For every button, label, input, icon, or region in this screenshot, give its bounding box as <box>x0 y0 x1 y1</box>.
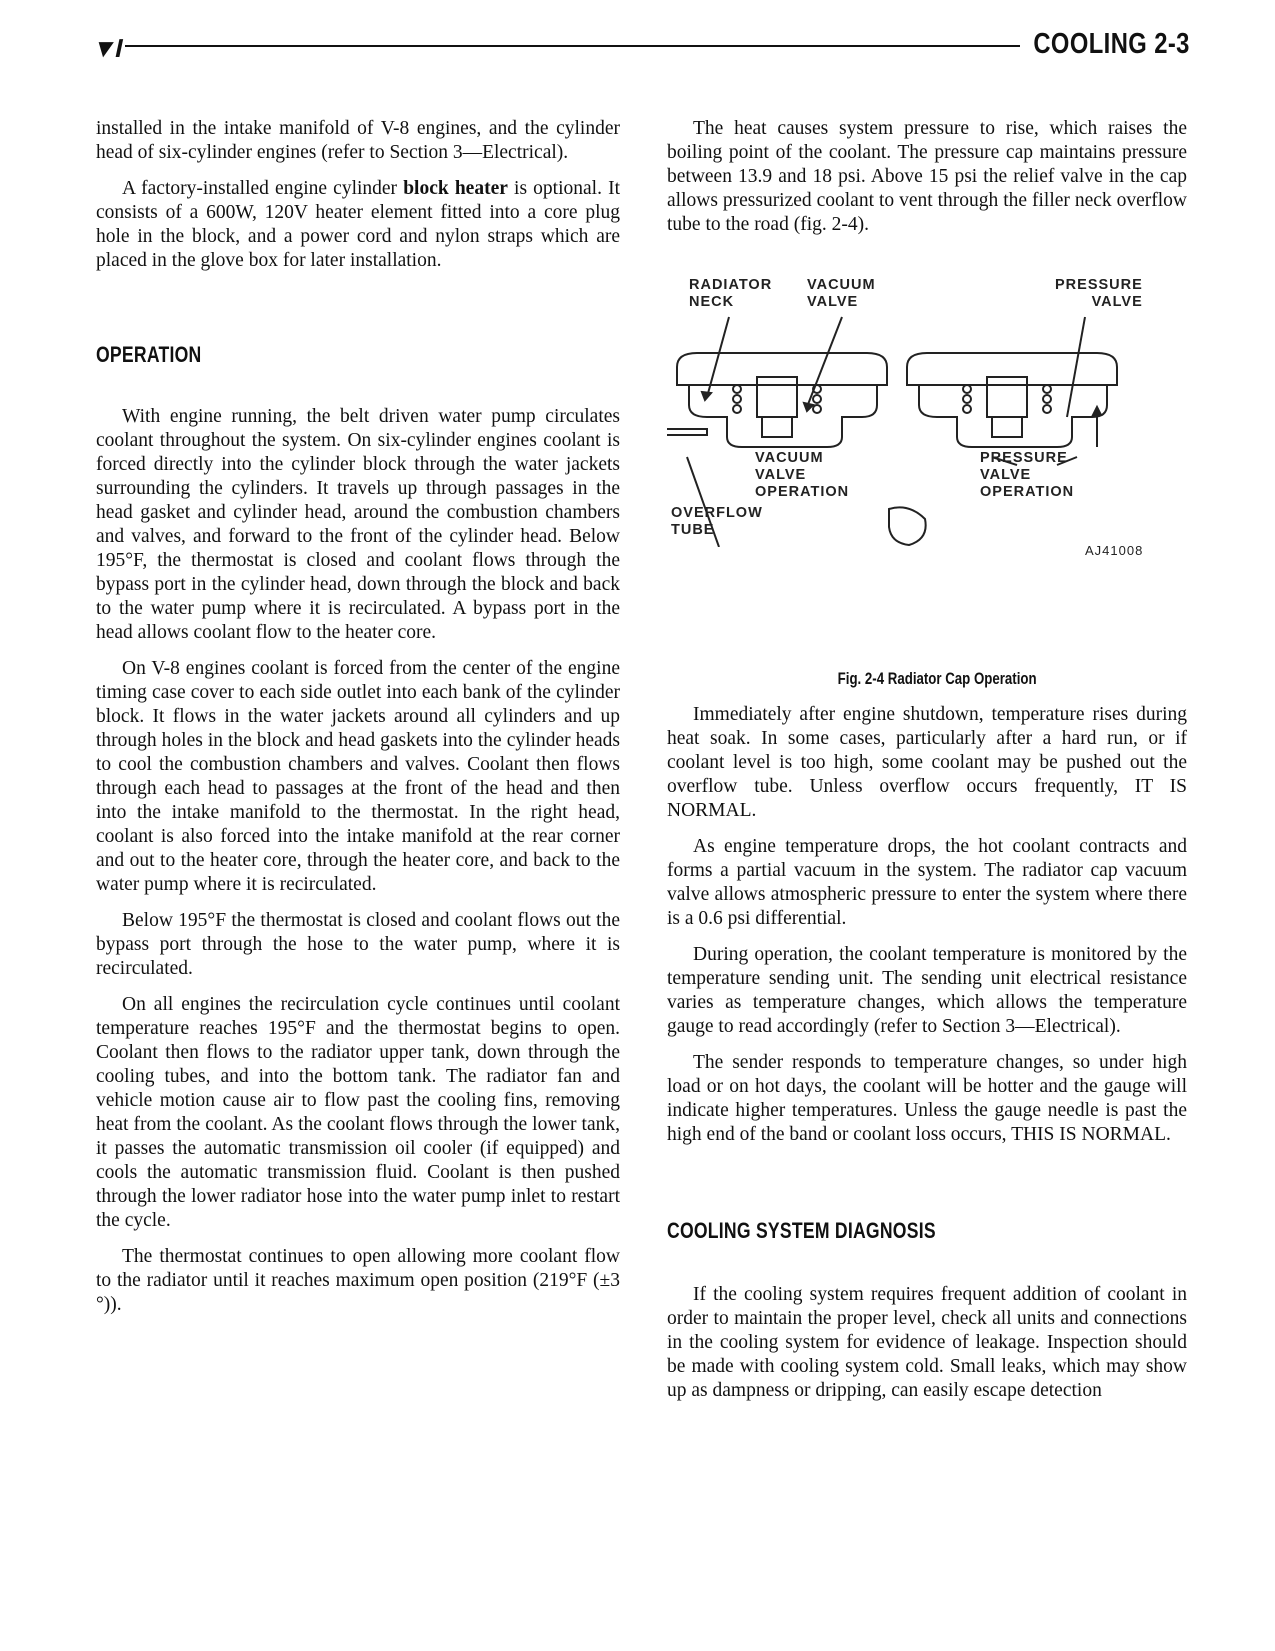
label-overflow-tube: OVERFLOW TUBE <box>671 505 763 538</box>
diagnosis-heading: COOLING SYSTEM DIAGNOSIS <box>667 1218 936 1243</box>
label-pressure-valve: PRESSURE VALVE <box>1055 277 1143 310</box>
paragraph: Immediately after engine shutdown, temperature rises during heat soak. In some cases, particularly after a hard run, or if coolant level is too high, some coolant may be pushed out the overflow tube. Unless overflow occurs frequently, IT IS NORMAL. <box>667 704 1187 821</box>
paragraph: On all engines the recirculation cycle continues until coolant temperature reaches 195°F and the thermostat begins to open. Coolant then flows to the radiator upper tank, down through the cooling tubes, and into the bottom tank. The radiator fan and vehicle motion cause air to flow past the cooling fins, removing heat from the coolant. As the coolant flows through the lower tank, it passes the automatic transmission oil cooler (if equipped) and cools the automatic transmission fluid. Coolant is then pushed through the lower radiator hose into the water pump inlet to restart the cycle. <box>96 994 620 1231</box>
figure-code: AJ41008 <box>1085 543 1144 558</box>
label-vacuum-valve: VACUUM VALVE <box>807 277 876 310</box>
paragraph: installed in the intake manifold of V-8 engines, and the cylinder head of six-cylinder engines (refer to Section 3—Electrical). <box>96 118 620 163</box>
small-ring-sketch <box>879 499 939 559</box>
figure-caption: Fig. 2-4 Radiator Cap Operation <box>837 669 1037 688</box>
paragraph: The sender responds to temperature changes, so under high load or on hot days, the coolant will be hotter and the gauge will indicate higher temperatures. Unless the gauge needle is past the high end of the band or coolant loss occurs, THIS IS NORMAL. <box>667 1052 1187 1145</box>
operation-heading: OPERATION <box>96 342 202 367</box>
block-heater-paragraph <box>96 177 620 273</box>
paragraph: The thermostat continues to open allowing more coolant flow to the radiator until it reaches maximum open position (219°F (±3 °)). <box>96 1246 620 1315</box>
paragraph: The heat causes system pressure to rise, which raises the boiling point of the coolant. The pressure cap maintains pressure between 13.9 and 18 psi. Above 15 psi the relief valve in the cap allows pressurized coolant to vent through the filler neck overflow tube to the road (fig. 2-4). <box>667 118 1187 235</box>
left-column <box>96 117 620 1329</box>
paragraph: As engine temperature drops, the hot coolant contracts and forms a partial vacuum in the system. The radiator cap vacuum valve allows atmospheric pressure to enter the system where there is a 0.6 psi differential. <box>667 836 1187 929</box>
label-vacuum-valve-operation: VACUUM VALVE OPERATION <box>755 450 850 500</box>
manufacturer-logo: ▼I <box>88 33 125 63</box>
section-page-title: COOLING 2-3 <box>1033 28 1190 60</box>
text-span: is optional. It consists of a 600W, 120V heater element fitted into a core plug hole in the block, and a power cord and nylon straps which are placed in the glove box for later installation. <box>96 178 620 271</box>
label-pressure-valve-operation: PRESSURE VALVE OPERATION <box>980 450 1075 500</box>
bold-term: block heater <box>403 178 508 199</box>
paragraph: During operation, the coolant temperature is monitored by the temperature sending unit. The sending unit electrical resistance varies as temperature changes, which allows the temperature gauge to read accordingly (refer to Section 3—Electrical). <box>667 944 1187 1037</box>
text-span: A factory-installed engine cylinder <box>122 178 404 199</box>
radiator-cap-figure <box>667 277 1187 647</box>
header-rule <box>125 45 1020 47</box>
label-radiator-neck: RADIATOR NECK <box>689 277 773 310</box>
paragraph: With engine running, the belt driven water pump circulates coolant throughout the system. On six-cylinder engines coolant is forced directly into the cylinder block through the water jackets surrounding the cylinders. It travels up through passages in the head gasket and cylinder head, around the combustion chambers and valves, and forward to the front of the cylinder head. Below 195°F, the thermostat is closed and coolant flows through the bypass port in the cylinder head, down through the block and back to the water pump where it is recirculated. A bypass port in the head allows coolant flow to the heater core. <box>96 406 620 643</box>
paragraph: If the cooling system requires frequent addition of coolant in order to maintain the proper level, check all units and connections in the cooling system for evidence of leakage. Inspection should be made with cooling system cold. Small leaks, which may show up as dampness or dripping, can easily escape detection <box>667 1284 1187 1401</box>
paragraph: Below 195°F the thermostat is closed and coolant flows out the bypass port through the hose to the water pump, where it is recirculated. <box>96 910 620 979</box>
right-column <box>667 117 1187 1415</box>
paragraph: On V-8 engines coolant is forced from the center of the engine timing case cover to each side outlet into each bank of the cylinder block. It flows in the water jackets around all cylinders and up through holes in the block and head gaskets into the cylinder heads to cool the combustion chambers and valves. Coolant then flows through each head to passages at the front of the head and then into the intake manifold to the thermostat. In the right head, coolant is also forced into the intake manifold at the rear corner and out to the heater core, through the heater core, and back to the water pump where it is recirculated. <box>96 658 620 895</box>
